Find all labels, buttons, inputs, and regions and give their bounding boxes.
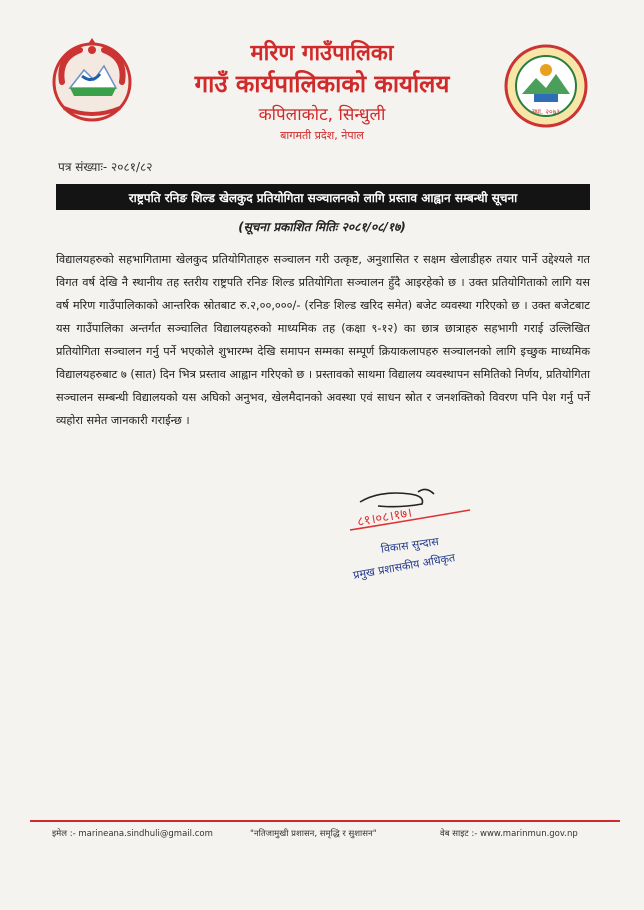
signatory-title: प्रमुख प्रशासकीय अधिकृत [352, 551, 457, 582]
published-date: (सूचना प्रकाशित मितिः २०८१/०८/१७) [238, 220, 406, 234]
notice-body: विद्यालयहरुको सहभागितामा खेलकुद प्रतियोगिताहरु सञ्चालन गरी उत्कृष्ट, अनुशासित र सक्षम खेलाडीहरु तयार पार्ने उद्देश्यले गत विगत वर्ष देखि नै स्थानीय तह स्तरीय राष्ट्रपति रनिङ शिल्ड प्रतियोगिता सञ्चालन हुँदै आइरहेको छ । उक्त प्रतियोगिताको लागि यस वर्ष मरिण गाउँपालिकाको आन्तरिक स्रोतबाट रु.२,००,०००/- (रनिङ शिल्ड खरिद समेत) बजेट व्यवस्था गरिएको छ । उक्त बजेटबाट यस गाउँपालिका अन्तर्गत सञ्चालित विद्यालयहरुको माध्यमिक तह (कक्षा ९-१२) का छात्र छात्राहरु सहभागी गराई उल्लिखित प्रतियोगिता सञ्चालन गर्नु पर्ने भएकोले शुभारम्भ देखि समापन सम्मका सम्पूर्ण क्रियाकलापहरु सञ्चालनको लागि इच्छुक माध्यमिक विद्यालयहरुबाट ७ (सात) दिन भित्र प्रस्ताव आह्वान गरिएको छ । प्रस्तावको साथमा विद्यालय व्यवस्थापन समितिको निर्णय, प्रतियोगिता सञ्चालन सम्बन्धी विद्यालयको यस अघिको अनुभव, खेलमैदानको अवस्था एवं साधन स्रोत र जनशक्तिको विवरण पनि पेश गर्नु पर्ने व्यहोरा समेत जानकारी गराईन्छ । [56, 253, 590, 427]
signatory-name: विकास सुन्दास [380, 534, 440, 556]
letterhead [150, 40, 494, 144]
municipality-logo-icon [504, 44, 588, 128]
province-country: बागमती प्रदेश, नेपाल [280, 129, 364, 142]
signature-date: ८१।०८।१७। [356, 505, 414, 530]
logo-year-text: स्था. २०७३ [532, 108, 560, 116]
office-name: गाउँ कार्यपालिकाको कार्यालय [194, 70, 450, 98]
footer-divider [30, 820, 620, 822]
reference-number: पत्र संख्याः- २०८१/८२ [58, 160, 153, 174]
nepal-emblem-icon [48, 36, 136, 124]
office-address: कपिलाकोट, सिन्धुली [258, 105, 386, 125]
municipality-name: मरिण गाउँपालिका [250, 41, 394, 66]
notice-title: राष्ट्रपति रनिङ शिल्ड खेलकुद प्रतियोगिता सञ्चालनको लागि प्रस्ताव आह्वान सम्बन्धी सूचना [56, 184, 590, 210]
footer-slogan: "नतिजामुखी प्रशासन, समृद्धि र सुशासन" [250, 829, 377, 839]
footer-email: इमेल :- marineana.sindhuli@gmail.com [52, 829, 213, 839]
footer-website: वेब साइट :- www.marinmun.gov.np [440, 829, 578, 839]
